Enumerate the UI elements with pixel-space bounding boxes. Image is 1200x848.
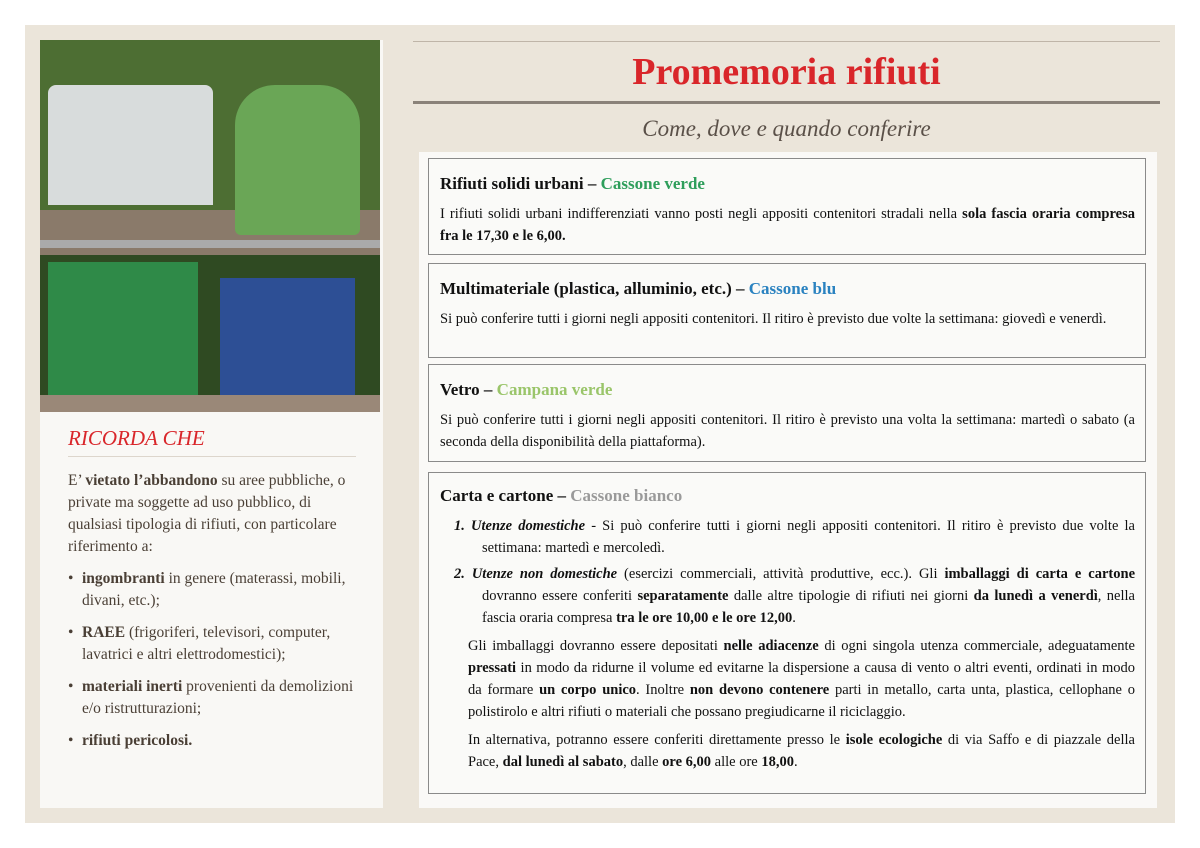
text-segment: provenienti da demolizioni e/o ristrutturazioni; xyxy=(82,678,354,717)
text-segment: , nella fascia oraria compresa xyxy=(482,588,1135,626)
text-segment: in genere (materassi, mobili, divani, etc.); xyxy=(82,570,346,609)
text-segment: sola fascia oraria compresa fra le 17,30 e le 6,00. xyxy=(440,206,1136,244)
text-segment: pressati xyxy=(468,660,517,676)
section-rsu xyxy=(428,158,1146,255)
section-title-text: Vetro – xyxy=(440,380,497,399)
text-segment: materiali inerti xyxy=(82,678,183,695)
text-segment: isole ecologiche xyxy=(845,732,943,748)
text-segment: parti in metallo, carta unta, plastica, cellophane o polistirolo e altri rifiuti o materiali che possano pregiudicarne il riciclaggio. xyxy=(468,682,1135,720)
section-paragraph xyxy=(440,729,1135,773)
utenze-list xyxy=(440,515,1135,629)
section-title-text: Carta e cartone – xyxy=(440,486,571,505)
section-multimateriale xyxy=(428,263,1146,358)
text-segment: di ogni singola utenza commerciale, adeguatamente xyxy=(818,638,1135,654)
section-title xyxy=(440,278,1135,300)
text-segment: alle ore xyxy=(711,754,762,770)
text-segment: In alternativa, potranno essere conferiti direttamente presso le xyxy=(468,732,846,748)
section-title-text: Rifiuti solidi urbani – xyxy=(440,174,601,193)
list-item xyxy=(68,622,358,666)
text-segment: Si può conferire tutti i giorni negli appositi contenitori. Il ritiro è previsto due volte la settimana: giovedì e venerdì. xyxy=(440,311,1107,327)
bins-photo xyxy=(40,40,380,412)
divider xyxy=(413,101,1160,104)
container-label: Cassone verde xyxy=(600,174,705,193)
ricorda-heading: RICORDA CHE xyxy=(68,426,205,450)
text-segment: 2. Utenze non domestiche xyxy=(454,566,618,582)
divider xyxy=(413,41,1160,42)
ricorda-text xyxy=(68,470,358,762)
text-segment: da lunedì a venerdì xyxy=(973,588,1098,604)
text-segment: E’ xyxy=(68,472,86,489)
list-item xyxy=(68,730,358,752)
section-body xyxy=(440,409,1135,453)
text-segment: dovranno essere conferiti xyxy=(482,588,638,604)
text-segment: imballaggi di carta e cartone xyxy=(944,566,1136,582)
list-item xyxy=(68,568,358,612)
container-label: Campana verde xyxy=(496,380,613,399)
text-segment: (frigoriferi, televisori, computer, lavatrici e altri elettrodomestici); xyxy=(82,624,331,663)
text-segment: tra le ore 10,00 e le ore 12,00 xyxy=(616,610,793,626)
text-segment: Gli imballaggi dovranno essere depositati xyxy=(468,638,724,654)
text-segment: vietato l’abbandono xyxy=(85,472,218,489)
section-carta xyxy=(428,472,1146,794)
text-segment: . xyxy=(793,754,798,770)
section-vetro xyxy=(428,364,1146,462)
text-segment: 18,00 xyxy=(761,754,794,770)
text-segment: - Si può conferire tutti i giorni negli appositi contenitori. Il ritiro è previsto due volte la settimana: martedì e mercoledì. xyxy=(482,518,1135,556)
text-segment: di via Saffo e di piazzale della Pace, xyxy=(468,732,1135,770)
text-segment: dal lunedì al sabato xyxy=(502,754,624,770)
text-segment: ingombranti xyxy=(82,570,165,587)
page-subtitle: Come, dove e quando conferire xyxy=(642,116,931,141)
section-title xyxy=(440,485,1135,507)
ricorda-intro xyxy=(68,470,358,558)
text-segment: separatamente xyxy=(637,588,729,604)
list-item xyxy=(454,563,1135,629)
text-segment: , dalle xyxy=(623,754,663,770)
list-item xyxy=(68,676,358,720)
text-segment: su aree pubbliche, o private ma soggette ad uso pubblico, di qualsiasi tipologia di rifiuti, con particolare riferimento a: xyxy=(68,472,346,555)
text-segment: . Inoltre xyxy=(636,682,690,698)
section-title-text: Multimateriale (plastica, alluminio, etc.) – xyxy=(440,279,749,298)
text-segment: nelle adiacenze xyxy=(723,638,819,654)
container-label: Cassone bianco xyxy=(570,486,683,505)
section-title xyxy=(440,173,1135,195)
section-body xyxy=(440,308,1135,330)
text-segment: I rifiuti solidi urbani indifferenziati vanno posti negli appositi contenitori stradali nella xyxy=(440,206,963,222)
text-segment: non devono contenere xyxy=(689,682,830,698)
container-label: Cassone blu xyxy=(748,279,837,298)
divider xyxy=(68,456,356,457)
text-segment: (esercizi commerciali, attività produttive, ecc.). Gli xyxy=(617,566,945,582)
section-paragraph xyxy=(440,635,1135,723)
text-segment: dalle altre tipologie di rifiuti nei giorni xyxy=(728,588,974,604)
text-segment: rifiuti pericolosi. xyxy=(82,732,193,749)
text-segment: un corpo unico xyxy=(539,682,637,698)
text-segment: ore 6,00 xyxy=(662,754,712,770)
text-segment: 1. Utenze domestiche xyxy=(454,518,586,534)
section-title xyxy=(440,379,1135,401)
section-body xyxy=(440,203,1135,247)
list-item xyxy=(454,515,1135,559)
text-segment: in modo da ridurne il volume ed evitarne la dispersione a causa di vento o altri eventi, ordinati in modo da formare xyxy=(468,660,1135,698)
text-segment: . xyxy=(792,610,796,626)
ricorda-list xyxy=(68,568,358,752)
text-segment: RAEE xyxy=(82,624,126,641)
page-title: Promemoria rifiuti xyxy=(632,51,941,93)
text-segment: Si può conferire tutti i giorni negli appositi contenitori. Il ritiro è previsto una volta la settimana: martedì o sabato (a seconda della disponibilità della piattaforma). xyxy=(440,412,1135,450)
